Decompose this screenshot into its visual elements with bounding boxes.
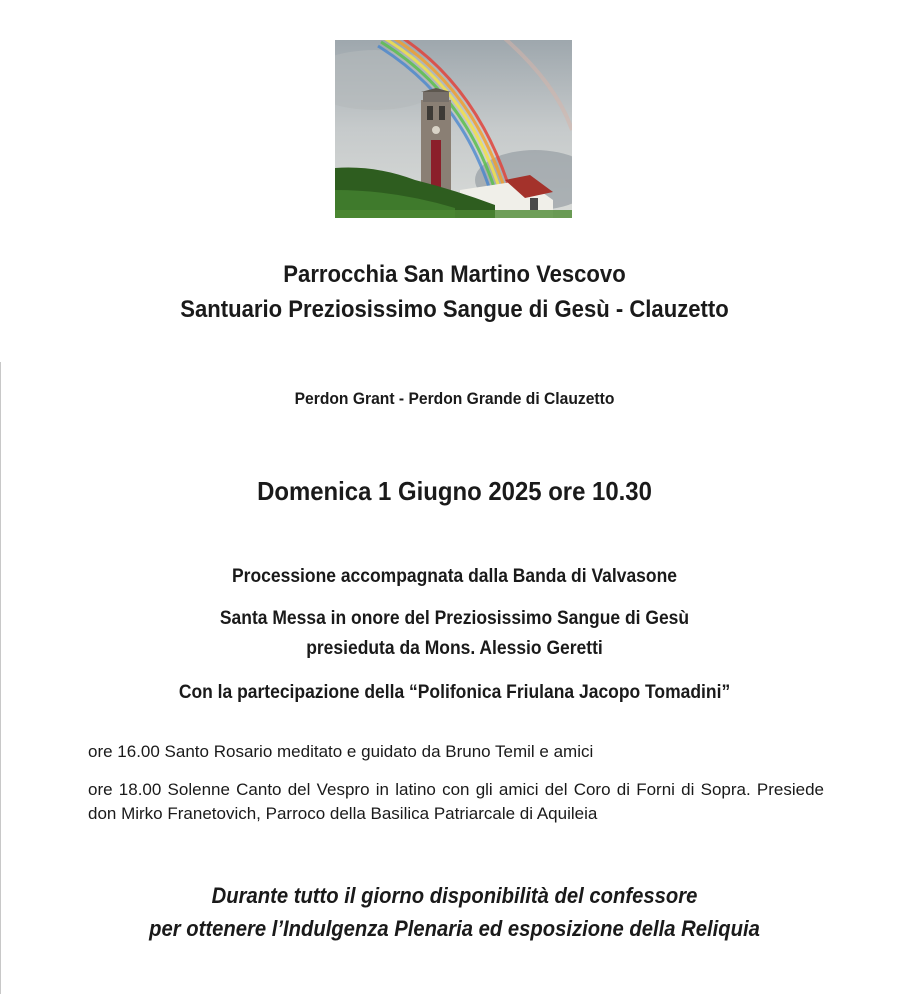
procession-text: Processione accompagnata dalla Banda di Valvasone bbox=[232, 566, 677, 587]
mass-text-line2: presieduta da Mons. Alessio Geretti bbox=[306, 638, 603, 659]
event-name: Perdon Grant - Perdon Grande di Clauzetto bbox=[294, 389, 615, 408]
choir-text: Con la partecipazione della “Polifonica Friulana Jacopo Tomadini” bbox=[178, 682, 731, 703]
footer-line1: Durante tutto il giorno disponibilità del confessore bbox=[211, 883, 698, 908]
event-date: Domenica 1 Giugno 2025 ore 10.30 bbox=[257, 476, 652, 506]
footer-line2: per ottenere l’Indulgenza Plenaria ed esposizione della Reliquia bbox=[149, 916, 760, 941]
schedule-rosary: ore 16.00 Santo Rosario meditato e guidato da Bruno Temil e amici bbox=[88, 742, 594, 761]
sanctuary-photo bbox=[335, 40, 572, 218]
mass-text-line1: Santa Messa in onore del Preziosissimo Sangue di Gesù bbox=[219, 608, 690, 629]
schedule-vespers: ore 18.00 Solenne Canto del Vespro in latino con gli amici del Coro di Forni di Sopra. Presiede don Mirko Franetovich, Parroco della Basilica Patriarcale di Aquileia bbox=[88, 780, 824, 823]
sanctuary-title: Santuario Preziosissimo Sangue di Gesù - Clauzetto bbox=[180, 296, 729, 323]
parish-title: Parrocchia San Martino Vescovo bbox=[283, 261, 626, 288]
page-edge-rule bbox=[0, 362, 1, 994]
